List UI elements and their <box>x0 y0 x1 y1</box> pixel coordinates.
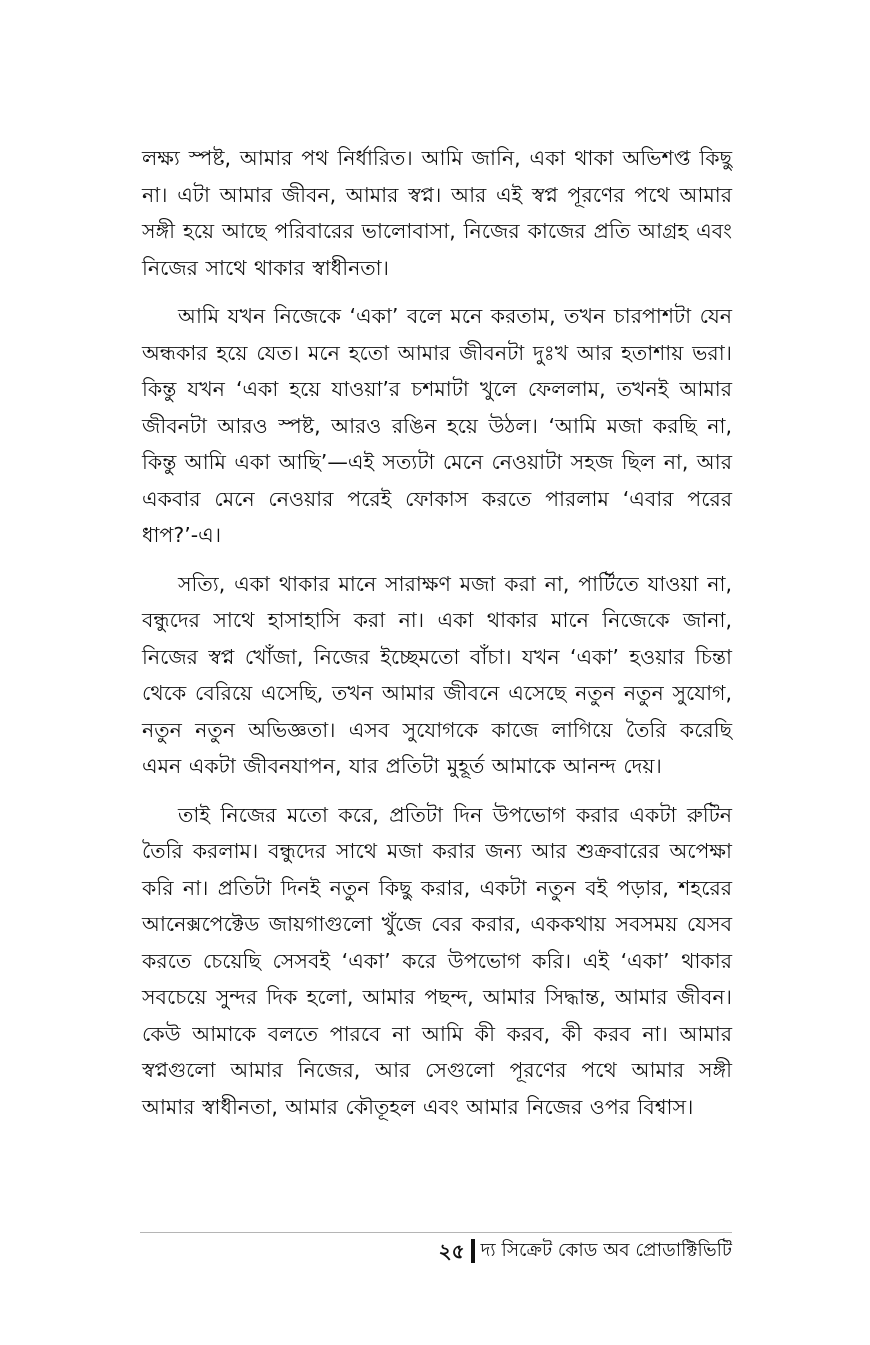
body-text <box>142 140 732 1137</box>
footer-divider <box>140 1232 732 1233</box>
page-number: ২৫ <box>438 1239 465 1263</box>
paragraph-1: লক্ষ্য স্পষ্ট, আমার পথ নির্ধারিত। আমি জানি, একা থাকা অভিশপ্ত কিছু না। এটা আমার জীবন, আমার স্বপ্ন। আর এই স্বপ্ন পূরণের পথে আমার সঙ্গী হয়ে আছে পরিবারের ভালোবাসা, নিজের কাজের প্রতি আগ্রহ এবং নিজের সাথে থাকার স্বাধীনতা। <box>142 146 732 280</box>
paragraph-4: তাই নিজের মতো করে, প্রতিটা দিন উপভোগ করার একটা রুটিন তৈরি করলাম। বন্ধুদের সাথে মজা করার জন্য আর শুক্রবারের অপেক্ষা করি না। প্রতিটা দিনই নতুন কিছু করার, একটা নতুন বই পড়ার, শহরের আনেক্সপেক্টেড জায়গাগুলো খুঁজে বের করার, এককথায় সবসময় যেসব করতে চেয়েছি সেসবই ‘একা’ করে উপভোগ করি। এই ‘একা’ থাকার সবচেয়ে সুন্দর দিক হলো, আমার পছন্দ, আমার সিদ্ধান্ত, আমার জীবন। কেউ আমাকে বলতে পারবে না আমি কী করব, কী করব না। আমার স্বপ্নগুলো আমার নিজের, আর সেগুলো পূরণের পথে আমার সঙ্গী আমার স্বাধীনতা, আমার কৌতূহল এবং আমার নিজের ওপর বিশ্বাস। <box>142 802 732 1119</box>
footer-separator <box>471 1239 475 1263</box>
running-title: দ্য সিক্রেট কোড অব প্রোডাক্টিভিটি <box>480 1240 732 1261</box>
page-footer <box>439 1236 732 1266</box>
paragraph-2: আমি যখন নিজেকে ‘একা’ বলে মনে করতাম, তখন চারপাশটা যেন অন্ধকার হয়ে যেত। মনে হতো আমার জীবনটা দুঃখ আর হতাশায় ভরা। কিন্তু যখন ‘একা হয়ে যাওয়া’র চশমাটা খুলে ফেললাম, তখনই আমার জীবনটা আরও স্পষ্ট, আরও রঙিন হয়ে উঠল। ‘আমি মজা করছি না, কিন্তু আমি একা আছি’—এই সত্যটা মেনে নেওয়াটা সহজ ছিল না, আর একবার মেনে নেওয়ার পরেই ফোকাস করতে পারলাম ‘এবার পরের ধাপ?’-এ। <box>142 304 732 547</box>
paragraph-3: সত্যি, একা থাকার মানে সারাক্ষণ মজা করা না, পার্টিতে যাওয়া না, বন্ধুদের সাথে হাসাহাসি করা না। একা থাকার মানে নিজেকে জানা, নিজের স্বপ্ন খোঁজা, নিজের ইচ্ছেমতো বাঁচা। যখন ‘একা’ হওয়ার চিন্তা থেকে বেরিয়ে এসেছি, তখন আমার জীবনে এসেছে নতুন নতুন সুযোগ, নতুন নতুন অভিজ্ঞতা। এসব সুযোগকে কাজে লাগিয়ে তৈরি করেছি এমন একটা জীবনযাপন, যার প্রতিটা মুহূর্ত আমাকে আনন্দ দেয়। <box>142 571 732 778</box>
